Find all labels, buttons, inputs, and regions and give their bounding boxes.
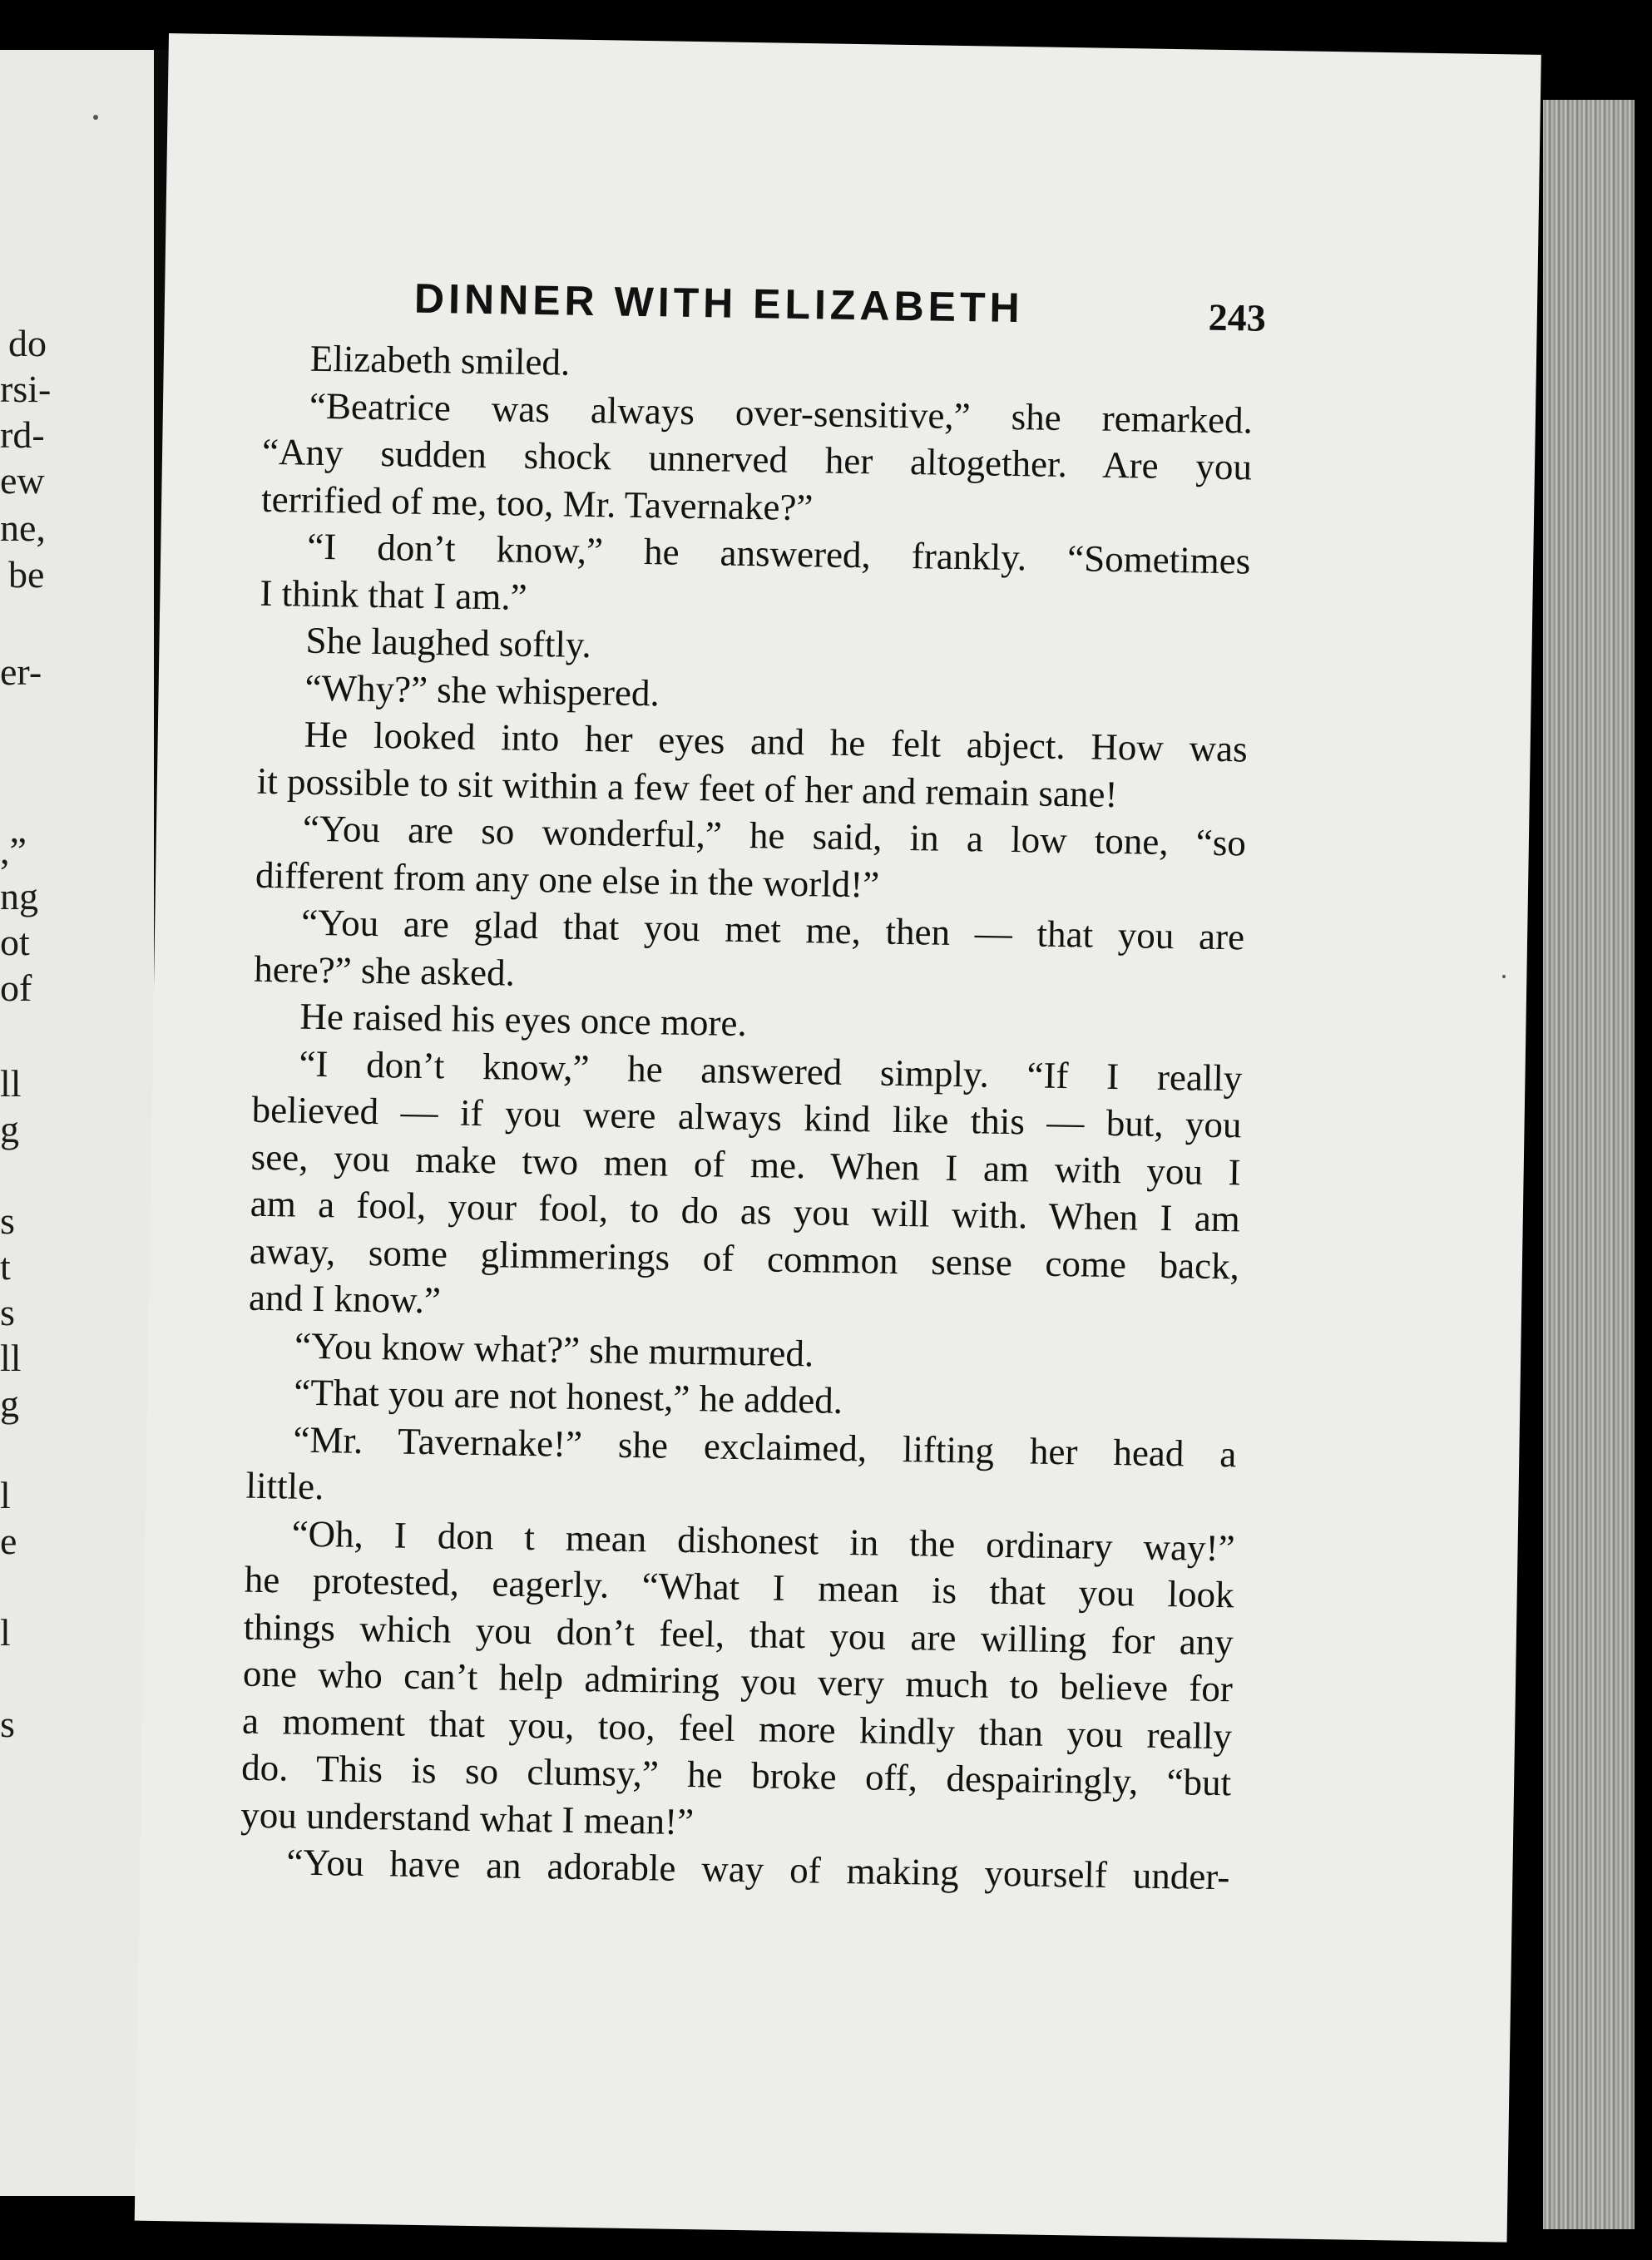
left-page-fragment: ot: [0, 921, 30, 963]
text-line: He looked into her eyes and he felt abject. How was: [304, 713, 1249, 770]
left-page-fragment: ll: [0, 1337, 22, 1379]
page-number: 243: [1208, 295, 1267, 339]
left-page-fragment: rd-: [0, 413, 45, 456]
left-page-fragment: ng: [0, 875, 38, 917]
text-line: it possible to sit within a few feet of her and remain sane!: [256, 759, 1118, 815]
body-text: [240, 334, 1254, 1901]
text-line: “Why?” she whispered.: [304, 666, 660, 714]
text-line: “I don’t know,” he answered simply. “If I really: [299, 1042, 1243, 1099]
text-line: “You know what?” she murmured.: [294, 1324, 814, 1374]
text-line: “Any sudden shock unnerved her altogether. Are you: [261, 430, 1253, 488]
text-line: She laughed softly.: [305, 619, 592, 666]
text-line: Elizabeth smiled.: [309, 337, 571, 383]
text-line: a moment that you, too, feel more kindly than you really: [241, 1699, 1233, 1757]
running-head: DINNER WITH ELIZABETH: [413, 274, 1025, 332]
left-page-fragment: g: [0, 1382, 19, 1425]
left-page-fragment: do: [8, 322, 47, 364]
left-page-fragment: ew: [0, 459, 45, 502]
text-line: and I know.”: [248, 1276, 442, 1322]
text-line: away, some glimmerings of common sense come back,: [249, 1229, 1240, 1287]
text-line: you understand what I mean!”: [240, 1793, 695, 1842]
scan-speck: [1502, 975, 1506, 978]
text-line: he protested, eagerly. “What I mean is that you look: [244, 1558, 1235, 1616]
text-line: am a fool, your fool, to do as you will with. When I am: [250, 1182, 1241, 1240]
left-page-fragment: t: [0, 1245, 11, 1288]
text-line: I think that I am.”: [260, 571, 527, 618]
text-line: little.: [245, 1464, 324, 1508]
text-line: do. This is so clumsy,” he broke off, despairingly, “but: [240, 1746, 1232, 1804]
previous-page-edge: [0, 50, 154, 2196]
left-page-fragment: s: [0, 1199, 15, 1242]
text-line: “Beatrice was always over-sensitive,” she remarked.: [309, 384, 1254, 442]
left-page-fragment: rsi-: [0, 368, 52, 410]
text-line: different from any one else in the world!”: [255, 853, 880, 906]
text-line: one who can’t help admiring you very much to believe for: [242, 1652, 1234, 1710]
text-line: “You are so wonderful,” he said, in a low tone, “so: [302, 807, 1247, 864]
left-page-fragment: l: [0, 1474, 11, 1516]
left-page-fragment: er-: [0, 650, 42, 693]
book-page: [135, 33, 1541, 2243]
left-page-fragment: of: [0, 967, 32, 1009]
left-page-fragment: g: [0, 1108, 19, 1150]
text-line: “That you are not honest,” he added.: [293, 1371, 843, 1422]
left-page-fragment: be: [8, 553, 45, 596]
text-line: “You have an adorable way of making yourself under-: [286, 1841, 1230, 1898]
left-page-fragment: e: [0, 1520, 17, 1562]
left-page-fragment: s: [0, 1291, 15, 1333]
left-page-fragment: ,”: [0, 829, 27, 872]
text-line: “Oh, I don t mean dishonest in the ordinary way!”: [291, 1512, 1235, 1569]
left-page-fragment: l: [0, 1611, 11, 1654]
text-line: “You are glad that you met me, then — that you are: [300, 901, 1245, 958]
text-line: see, you make two men of me. When I am with you I: [250, 1135, 1242, 1193]
left-page-fragment: s: [0, 1703, 15, 1745]
text-line: here?” she asked.: [253, 947, 516, 994]
text-line: He raised his eyes once more.: [299, 995, 748, 1045]
page-block-edge: [1543, 100, 1635, 2229]
left-page-fragment: ll: [0, 1062, 22, 1105]
text-line: believed — if you were always kind like this — but, you: [251, 1088, 1242, 1146]
scan-speck: [93, 115, 98, 120]
text-line: things which you don’t feel, that you are willing for any: [243, 1605, 1234, 1663]
text-line: “I don’t know,” he answered, frankly. “Sometimes: [306, 525, 1251, 582]
text-line: “Mr. Tavernake!” she exclaimed, lifting her head a: [293, 1418, 1237, 1475]
text-line: terrified of me, too, Mr. Tavernake?”: [260, 477, 814, 528]
left-page-fragment: ne,: [0, 507, 46, 549]
